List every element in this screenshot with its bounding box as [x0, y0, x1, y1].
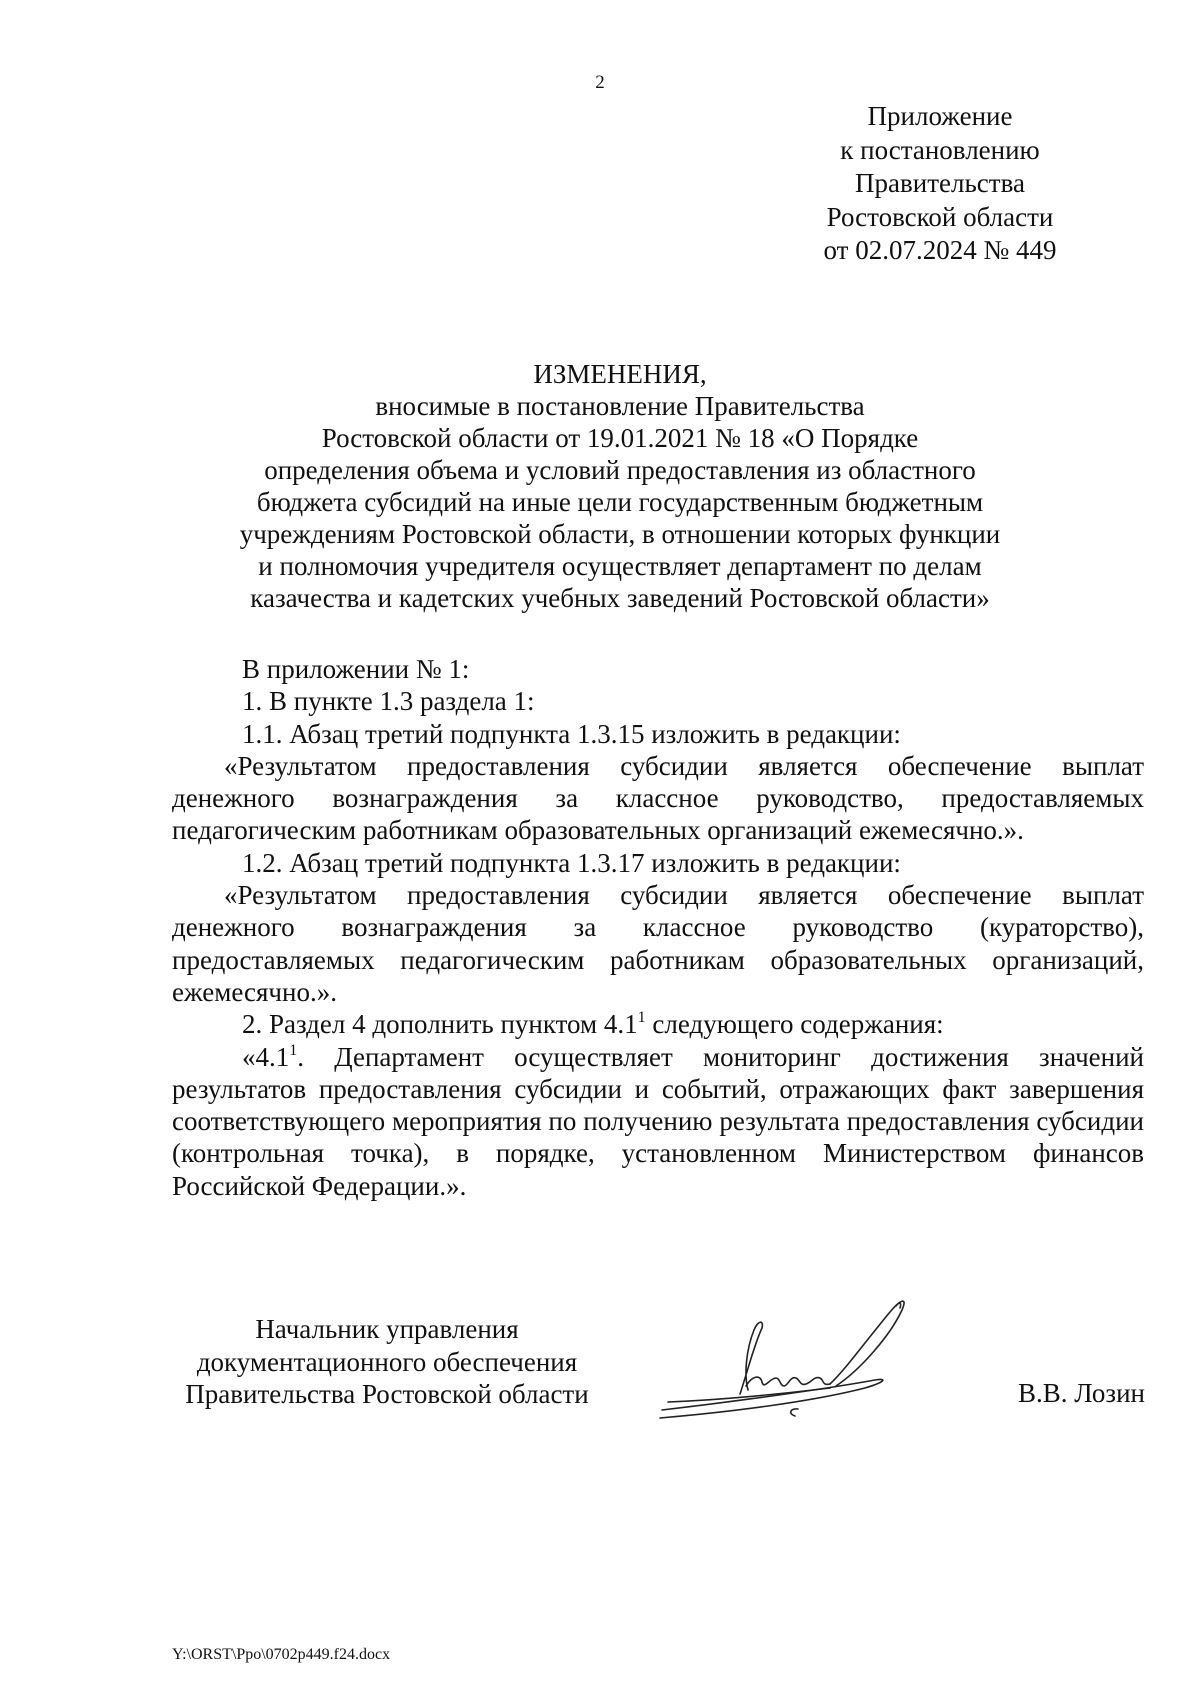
signatory-title	[172, 1313, 602, 1411]
appendix-line: Правительства	[855, 168, 1025, 198]
appendix-date-number: от 02.07.2024 № 449	[823, 235, 1057, 265]
title-line: учреждениям Ростовской области, в отношении которых функции	[239, 519, 1001, 549]
appendix-line: к постановлению	[840, 134, 1040, 165]
signatory-name: В.В. Лозин	[1018, 1378, 1145, 1408]
appendix-line: Ростовской области	[826, 201, 1054, 232]
title-line: и полномочия учредителя осуществляет департамент по делам	[258, 551, 982, 581]
handwritten-signature	[650, 1290, 980, 1440]
signatory-title-line: Правительства Ростовской области	[185, 1379, 589, 1409]
quoted-paragraph: «Результатом предоставления субсидии является обеспечение выплат денежного вознаграждения за классное руководство, предоставляемых педагогическим работникам образовательных организаций ежемесячно.».	[172, 750, 1144, 846]
title-heading: ИЗМЕНЕНИЯ,	[533, 359, 707, 389]
quoted-paragraph: «Результатом предоставления субсидии является обеспечение выплат денежного вознаграждения за классное руководство (кураторство), предоставляемых педагогическим работникам образовательных организаций, ежемесячно.».	[172, 880, 1144, 1007]
title-line: Ростовской области от 19.01.2021 № 18 «О Порядке	[321, 423, 919, 453]
body-paragraph: 1.1. Абзац третий подпункта 1.3.15 изложить в редакции:	[242, 718, 901, 749]
text-run: . Департамент осуществляет мониторинг достижения значений результатов предоставления субсидии и событий, отражающих факт завершения соответствующего мероприятия по получению результата предоставления субсидии (контрольная точка), в порядке, установленном Министерством финансов Российской Федерации.».	[172, 1041, 1144, 1201]
title-line: вносимые в постановление Правительства	[375, 391, 865, 421]
title-line: бюджета субсидий на иные цели государственным бюджетным	[256, 487, 984, 517]
body-paragraph: 1. В пункте 1.3 раздела 1:	[242, 686, 535, 717]
title-line: казачества и кадетских учебных заведений Ростовской области»	[250, 583, 990, 613]
body-paragraph: 1.2. Абзац третий подпункта 1.3.17 изложить в редакции:	[242, 847, 901, 878]
text-run: следующего содержания:	[645, 1009, 944, 1040]
title-line: определения объема и условий предоставления из областного	[264, 455, 976, 485]
body-paragraph	[172, 1008, 1144, 1040]
text-run: 2. Раздел 4 дополнить пунктом 4.1	[242, 1009, 638, 1040]
superscript: 1	[289, 1041, 298, 1059]
signatory-title-line: Начальник управления	[255, 1314, 519, 1344]
file-path: Y:\ORST\Ppo\0702p449.f24.docx	[172, 1646, 391, 1663]
superscript: 1	[637, 1009, 646, 1027]
page-number: 2	[595, 72, 605, 93]
document-title	[170, 358, 1070, 614]
quoted-paragraph	[172, 1041, 1144, 1202]
body-paragraph: В приложении № 1:	[242, 654, 470, 684]
text-run: «4.1	[242, 1041, 290, 1072]
appendix-line: Приложение	[867, 101, 1013, 131]
appendix-header	[810, 100, 1070, 268]
signatory-title-line: документационного обеспечения	[196, 1346, 578, 1377]
document-body	[172, 653, 1144, 1202]
